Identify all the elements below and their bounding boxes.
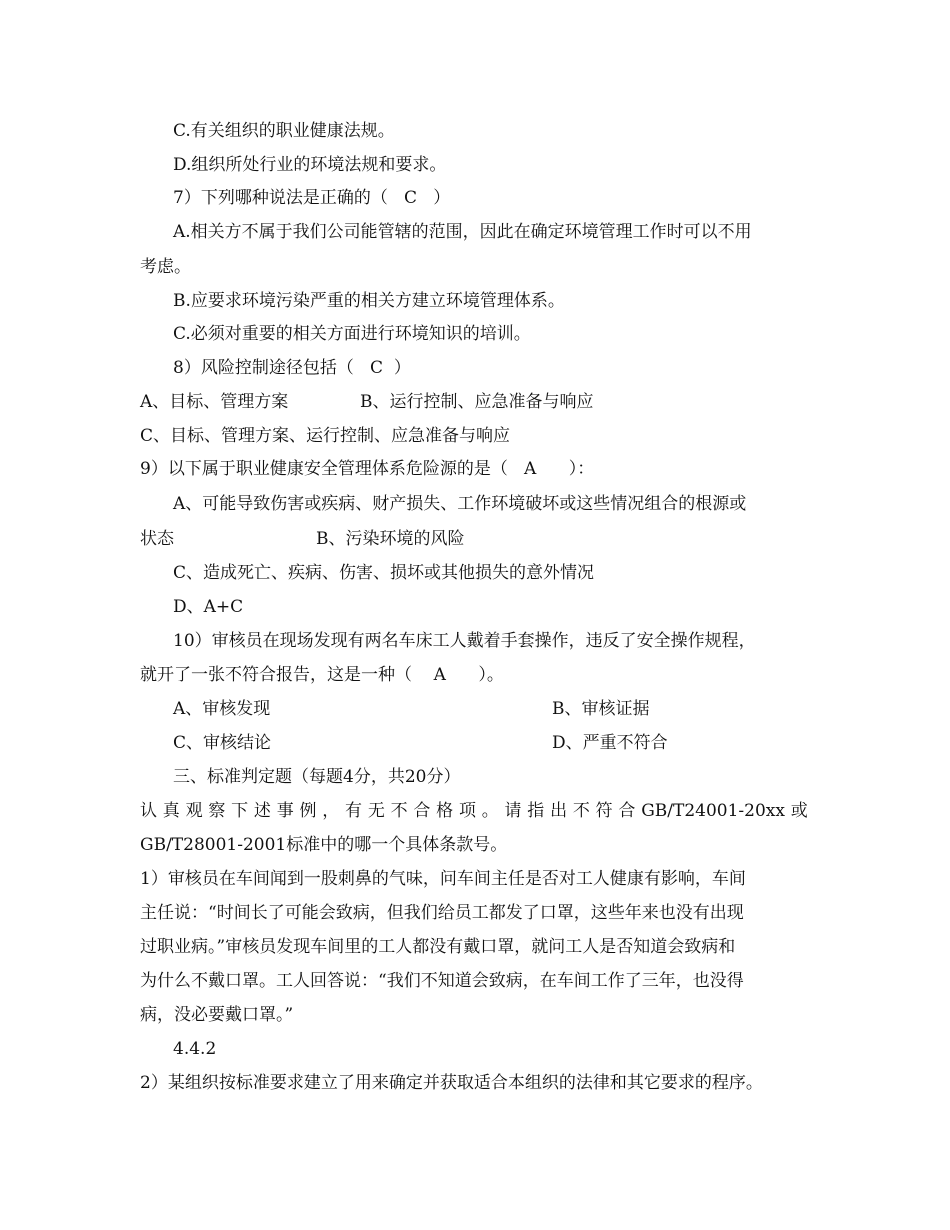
case-1-line-3: 过职业病。”审核员发现车间里的工人都没有戴口罩，就问工人是否知道会致病和 bbox=[140, 937, 736, 957]
q10-option-a: A、审核发现 bbox=[173, 699, 271, 719]
case-1-line-2: 主任说：“时间长了可能会致病，但我们给员工都发了口罩，这些年来也没有出现 bbox=[140, 903, 744, 923]
instruction-char: 。 bbox=[481, 801, 499, 821]
instruction-char: 请 bbox=[504, 801, 522, 821]
q10-option-b: B、审核证据 bbox=[552, 699, 650, 719]
q7-option-a-continued: 考虑。 bbox=[140, 257, 191, 277]
instruction-char: 指 bbox=[527, 801, 545, 821]
instruction-char: 出 bbox=[550, 801, 568, 821]
instruction-char: 无 bbox=[367, 801, 385, 821]
question-8: 8）风险控制途径包括（ C ） bbox=[173, 358, 411, 378]
option-c-health-regulations: C.有关组织的职业健康法规。 bbox=[173, 121, 395, 141]
instruction-char: 符 bbox=[595, 801, 613, 821]
instruction-char: 不 bbox=[390, 801, 408, 821]
instruction-char: 合 bbox=[618, 801, 636, 821]
instruction-char: 格 bbox=[436, 801, 454, 821]
instruction-char: 有 bbox=[345, 801, 363, 821]
q10-option-c: C、审核结论 bbox=[173, 733, 272, 753]
question-7: 7）下列哪种说法是正确的（ C ） bbox=[173, 188, 451, 208]
question-10-continued: 就开了一张不符合报告，这是一种（ A ）。 bbox=[140, 665, 504, 685]
section-3-instruction-continued: GB/T28001-2001标准中的哪一个具体条款号。 bbox=[140, 835, 508, 855]
q9-option-a: A、可能导致伤害或疾病、财产损失、工作环境破坏或这些情况组合的根源或 bbox=[173, 494, 747, 514]
instruction-char: 或 bbox=[790, 801, 808, 821]
section-3-instruction bbox=[140, 800, 808, 822]
q7-option-c: C.必须对重要的相关方面进行环境知识的培训。 bbox=[173, 324, 531, 344]
q9-option-d: D、A+C bbox=[173, 597, 244, 617]
instruction-char: 观 bbox=[185, 801, 203, 821]
q9-option-b: B、污染环境的风险 bbox=[316, 529, 465, 549]
instruction-char: 合 bbox=[413, 801, 431, 821]
instruction-char: 下 bbox=[231, 801, 249, 821]
q9-option-a-continued: 状态 bbox=[140, 529, 174, 549]
case-1-line-4: 为什么不戴口罩。工人回答说：“我们不知道会致病，在车间工作了三年，也没得 bbox=[140, 971, 744, 991]
case-1-answer-clause: 4.4.2 bbox=[173, 1039, 217, 1059]
q10-option-d: D、严重不符合 bbox=[552, 733, 668, 753]
q7-option-b: B.应要求环境污染严重的相关方建立环境管理体系。 bbox=[173, 291, 565, 311]
instruction-char: 事 bbox=[276, 801, 294, 821]
question-10: 10）审核员在现场发现有两名车床工人戴着手套操作，违反了安全操作规程， bbox=[173, 631, 756, 651]
instruction-char: 例 bbox=[299, 801, 317, 821]
standard-code: GB/T24001-20xx bbox=[641, 801, 785, 821]
instruction-char: 认 bbox=[140, 801, 157, 821]
section-3-heading: 三、标准判定题（每题4分，共20分） bbox=[173, 767, 461, 787]
case-1-line-1: 1）审核员在车间闻到一股刺鼻的气味，问车间主任是否对工人健康有影响，车间 bbox=[140, 869, 746, 889]
question-9: 9）以下属于职业健康安全管理体系危险源的是（ A ）： bbox=[140, 459, 595, 479]
instruction-char: 述 bbox=[253, 801, 271, 821]
instruction-char: 察 bbox=[208, 801, 226, 821]
case-2-line-1: 2）某组织按标准要求建立了用来确定并获取适合本组织的法律和其它要求的程序。 bbox=[140, 1073, 763, 1093]
instruction-char: ， bbox=[322, 801, 340, 821]
q8-option-b: B、运行控制、应急准备与响应 bbox=[360, 392, 594, 412]
option-d-industry-regulations: D.组织所处行业的环境法规和要求。 bbox=[173, 155, 447, 175]
instruction-char: 不 bbox=[572, 801, 590, 821]
q9-option-c: C、造成死亡、疾病、伤害、损坏或其他损失的意外情况 bbox=[173, 563, 595, 583]
instruction-char: 真 bbox=[162, 801, 180, 821]
q8-option-a: A、目标、管理方案 bbox=[140, 392, 289, 412]
instruction-char: 项 bbox=[458, 801, 476, 821]
q7-option-a: A.相关方不属于我们公司能管辖的范围，因此在确定环境管理工作时可以不用 bbox=[173, 222, 752, 242]
case-1-line-5: 病，没必要戴口罩。” bbox=[140, 1005, 294, 1025]
q8-option-c: C、目标、管理方案、运行控制、应急准备与响应 bbox=[140, 426, 511, 446]
